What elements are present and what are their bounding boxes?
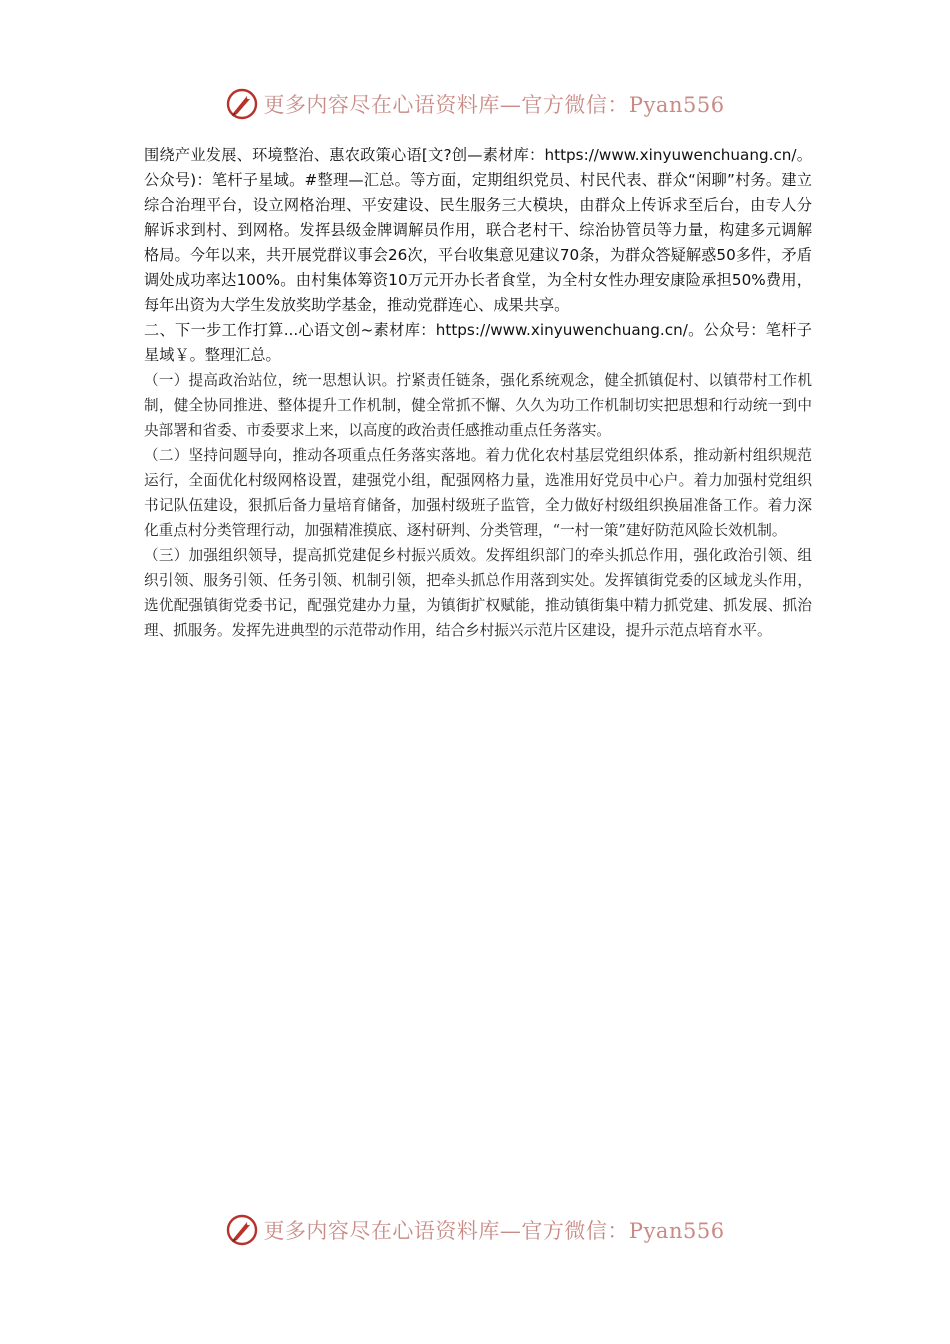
footer-banner [0,1208,950,1252]
section-heading-2: 二、下一步工作打算...心语文创~素材库：https://www.xinyuwenchuang.cn/。公众号：笔杆子星域￥。整理汇总。 [144,321,812,364]
pen-logo-icon [225,1213,259,1247]
header-banner [0,82,950,126]
footer-banner-text: 更多内容尽在心语资料库—官方微信：Pyan556 [263,1219,725,1243]
list-item-1: （一）提高政治站位，统一思想认识。拧紧责任链条，强化系统观念，健全抓镇促村、以镇带村工作机制，健全协同推进、整体提升工作机制，健全常抓不懈、久久为功工作机制切实把思想和行动统一到中央部署和省委、市委要求上来，以高度的政治责任感推动重点任务落实。 [144,372,812,439]
list-item-2: （二）坚持问题导向，推动各项重点任务落实落地。着力优化农村基层党组织体系，推动新村组织规范运行，全面优化村级网格设置，建强党小组，配强网格力量，选准用好党员中心户。着力加强村党组织书记队伍建设，狠抓后备力量培育储备，加强村级班子监管，全力做好村级组织换届准备工作。着力深化重点村分类管理行动，加强精准摸底、逐村研判、分类管理，“一村一策”建好防范风险长效机制。 [144,447,812,539]
document-body [144,143,812,643]
pen-logo-icon [225,87,259,121]
header-banner-text: 更多内容尽在心语资料库—官方微信：Pyan556 [263,93,725,117]
paragraph-1: 围绕产业发展、环境整治、惠农政策心语[文?创—素材库：https://www.xinyuwenchuang.cn/。公众号)：笔杆子星域。#整理—汇总。等方面，定期组织党员、村民代表、群众“闲聊”村务。建立综合治理平台，设立网格治理、平安建设、民生服务三大模块，由群众上传诉求至后台，由专人分解诉求到村、到网格。发挥县级金牌调解员作用，联合老村干、综治协管员等力量，构建多元调解格局。今年以来，共开展党群议事会26次，平台收集意见建议70条，为群众答疑解惑50多件，矛盾调处成功率达100%。由村集体筹资10万元开办长者食堂，为全村女性办理安康险承担50%费用，每年出资为大学生发放奖助学基金，推动党群连心、成果共享。 [144,146,812,314]
list-item-3: （三）加强组织领导，提高抓党建促乡村振兴质效。发挥组织部门的牵头抓总作用，强化政治引领、组织引领、服务引领、任务引领、机制引领，把牵头抓总作用落到实处。发挥镇街党委的区域龙头作用，选优配强镇街党委书记，配强党建办力量，为镇街扩权赋能，推动镇街集中精力抓党建、抓发展、抓治理、抓服务。发挥先进典型的示范带动作用，结合乡村振兴示范片区建设，提升示范点培育水平。 [144,547,812,639]
